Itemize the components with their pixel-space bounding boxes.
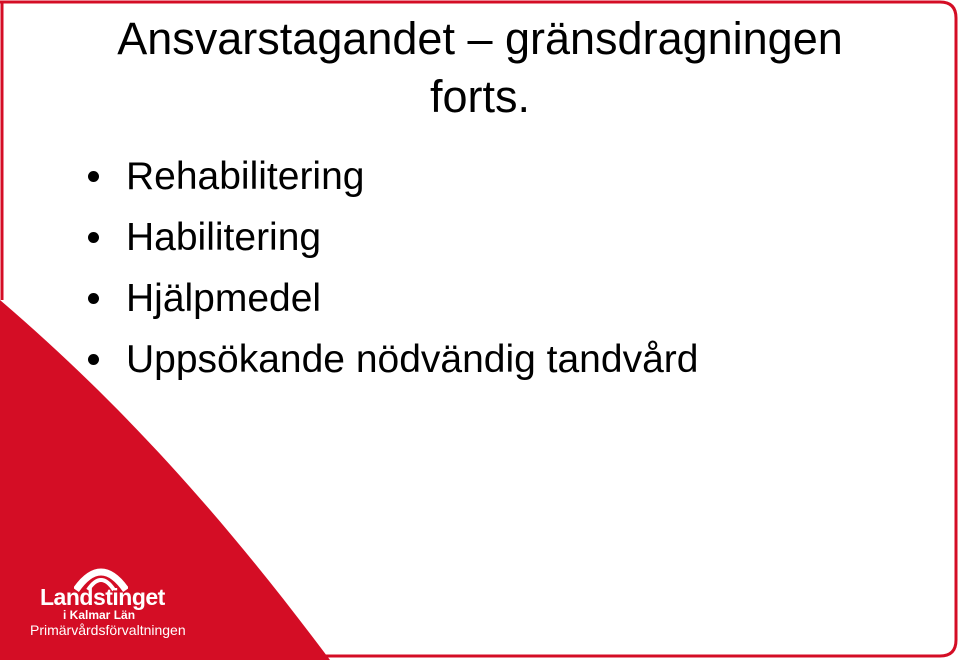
bullet-item [84,268,698,329]
logo-subtitle: i Kalmar Län [63,608,136,622]
bullet-item [84,329,698,390]
bullet-dot-icon [88,293,99,304]
slide-title-line2: forts. [429,71,531,122]
bullet-text: Rehabilitering [126,155,365,198]
bullet-text: Habilitering [126,216,322,259]
landstinget-logo [36,562,166,624]
bullet-dot-icon [88,354,99,365]
footer-organization: Primärvårdsförvaltningen [30,622,186,638]
bullet-text: Uppsökande nödvändig tandvård [126,338,699,381]
slide-title [0,10,960,126]
bullet-list [84,146,698,390]
bullet-text: Hjälpmedel [126,277,322,320]
bullet-item [84,146,698,207]
bullet-dot-icon [88,232,99,243]
slide-title-line1: Ansvarstagandet – gränsdragningen [117,13,843,64]
bullet-dot-icon [88,171,99,182]
bullet-item [84,207,698,268]
logo-name: Landstinget [40,584,165,610]
